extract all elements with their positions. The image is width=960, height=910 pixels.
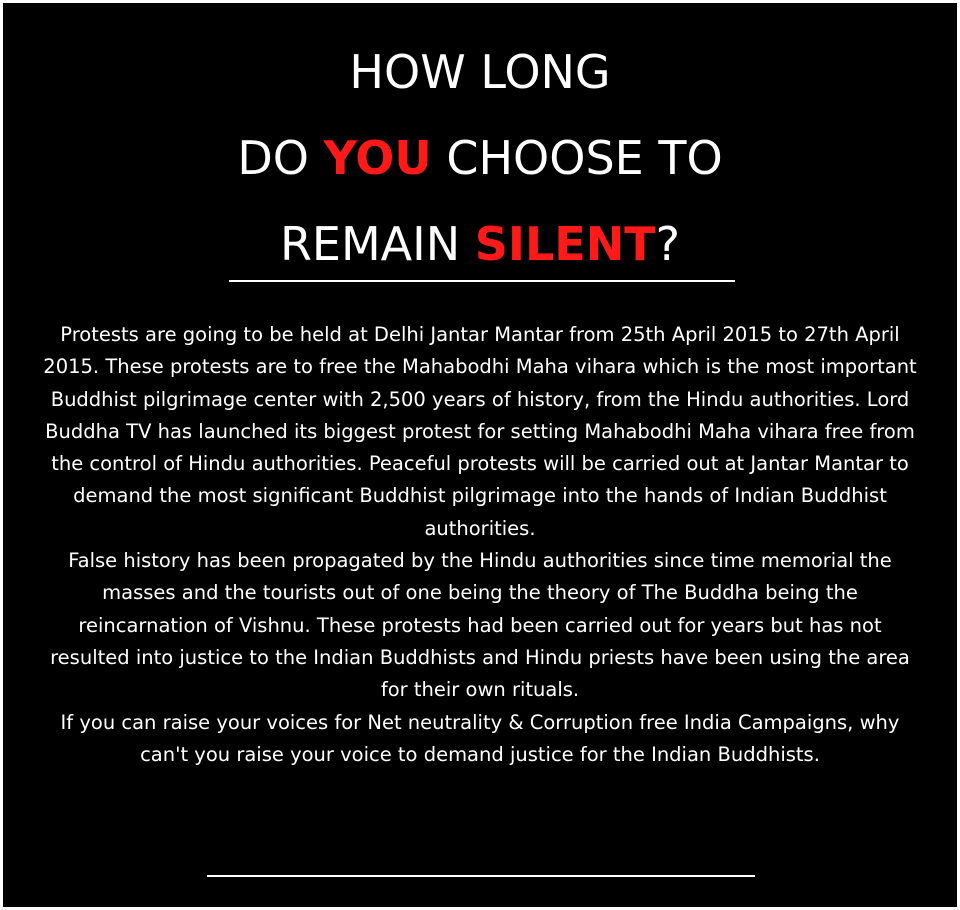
- headline-accent-silent: SILENT: [474, 217, 656, 271]
- headline-line-2: [3, 115, 957, 201]
- headline-line-1: HOW LONG: [349, 45, 611, 99]
- top-divider: [229, 280, 735, 282]
- paragraph-1: Protests are going to be held at Delhi Jantar Mantar from 25th April 2015 to 27th April 2015. These protests are to free the Mahabodhi Maha vihara which is the most important Buddhist pilgrimage center with 2,500 years of history, from the Hindu authorities. Lord Buddha TV has launched its biggest protest for setting Mahabodhi Maha vihara free from the control of Hindu authorities. Peaceful protests will be carried out at Jantar Mantar to demand the most significant Buddhist pilgrimage into the hands of Indian Buddhist authorities.: [43, 323, 917, 540]
- headline: [3, 29, 957, 287]
- headline-line-2-pre: DO: [237, 131, 324, 185]
- poster: [3, 3, 957, 907]
- paragraph-3: If you can raise your voices for Net neutrality & Corruption free India Campaigns, why can't you raise your voice to demand justice for the Indian Buddhists.: [60, 710, 900, 766]
- headline-accent-you: YOU: [323, 131, 432, 185]
- headline-line-3-pre: REMAIN: [279, 217, 475, 271]
- headline-line-3: [3, 201, 957, 287]
- paragraph-2: False history has been propagated by the Hindu authorities since time memorial the masses and the tourists out of one being the theory of The Buddha being the reincarnation of Vishnu. These protests had been carried out for years but has not resulted into justice to the Indian Buddhists and Hindu priests have been using the area for their own rituals.: [50, 549, 910, 702]
- bottom-divider: [207, 875, 755, 877]
- body-text: [43, 319, 917, 771]
- headline-line-3-post: ?: [655, 217, 681, 271]
- headline-line-2-post: CHOOSE TO: [431, 131, 723, 185]
